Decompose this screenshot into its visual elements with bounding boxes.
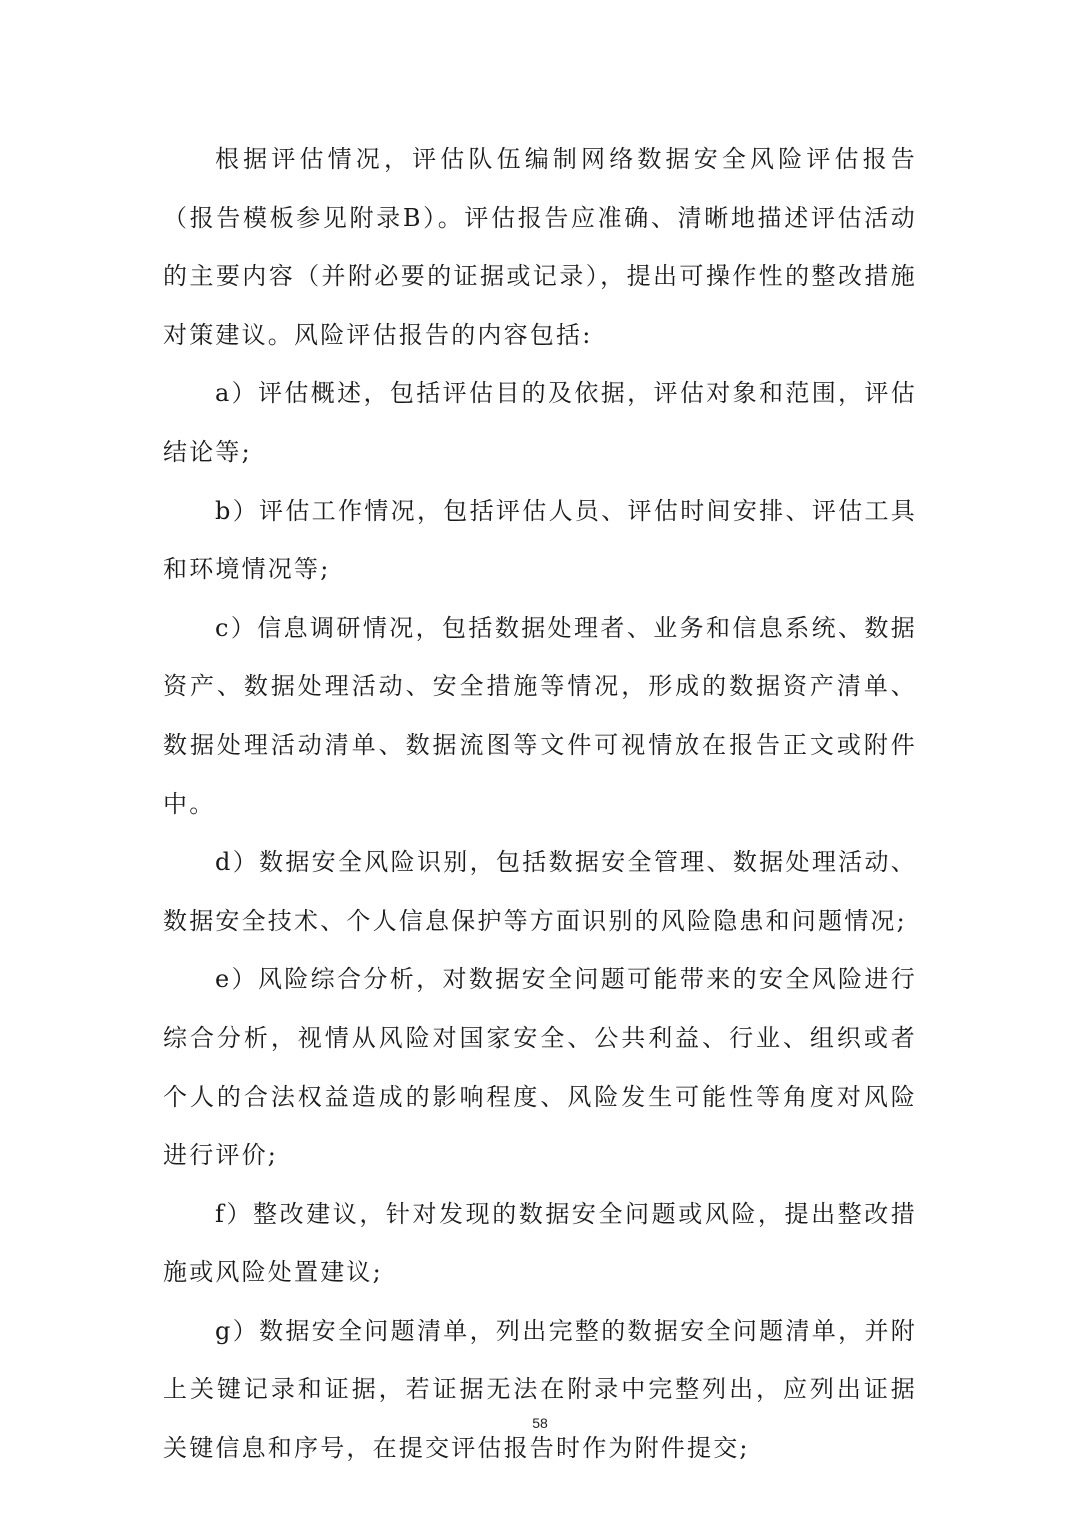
text-line: e）风险综合分析，对数据安全问题可能带来的安全风险进行综 [163,965,917,1052]
text-line: 合分析，视情从风险对国家安全、公共利益、行业、组织或者个人的 [163,1023,918,1111]
text-line: 息和序号，在提交评估报告时作为附件提交; [241,1434,750,1463]
paragraph-item-c [163,599,917,833]
text-line: 论等; [189,437,252,466]
page-number: 58 [532,1415,548,1431]
text-line: c）信息调研情况，包括数据处理者、业务和信息系统、数据资 [163,613,917,701]
text-line: 容（并附必要的证据或记录），提出可操作性的整改措施对策建议。 [163,262,917,349]
paragraph-intro [163,130,917,364]
text-line: 环境情况等; [189,555,331,584]
text-line: g）数据安全问题清单，列出完整的数据安全问题清单，并附上 [163,1316,917,1404]
text-line: 据安全技术、个人信息保护等方面识别的风险隐患和问题情况; [189,906,907,935]
text-line: 产、数据处理活动、安全措施等情况，形成的数据资产清单、数据处 [163,672,918,759]
text-line: f）整改建议，针对发现的数据安全问题或风险，提出整改措施 [163,1199,917,1287]
paragraph-item-e [163,950,917,1184]
paragraph-item-a [163,364,917,481]
document-body [163,130,917,1478]
text-line: 模板参见附录B）。评估报告应准确、清晰地描述评估活动的主要内 [163,203,917,291]
text-line: d）数据安全风险识别，包括数据安全管理、数据处理活动、数 [163,848,917,935]
paragraph-item-d [163,833,917,950]
text-line: b）评估工作情况，包括评估人员、评估时间安排、评估工具和 [163,496,917,584]
text-line: 关键记录和证据，若证据无法在附录中完整列出，应列出证据关键信 [163,1375,918,1463]
paragraph-item-f [163,1185,917,1302]
text-line: 理活动清单、数据流图等文件可视情放在报告正文或附件中。 [163,730,917,818]
text-line: 合法权益造成的影响程度、风险发生可能性等角度对风险进行评价; [163,1082,917,1170]
text-line: 或风险处置建议; [189,1258,383,1287]
text-line: a）评估概述，包括评估目的及依据，评估对象和范围，评估结 [163,379,917,466]
text-line: 风险评估报告的内容包括: [294,320,593,349]
paragraph-item-g [163,1302,917,1478]
paragraph-item-b [163,482,917,599]
text-line: 根据评估情况，评估队伍编制网络数据安全风险评估报告（报告 [163,145,917,232]
